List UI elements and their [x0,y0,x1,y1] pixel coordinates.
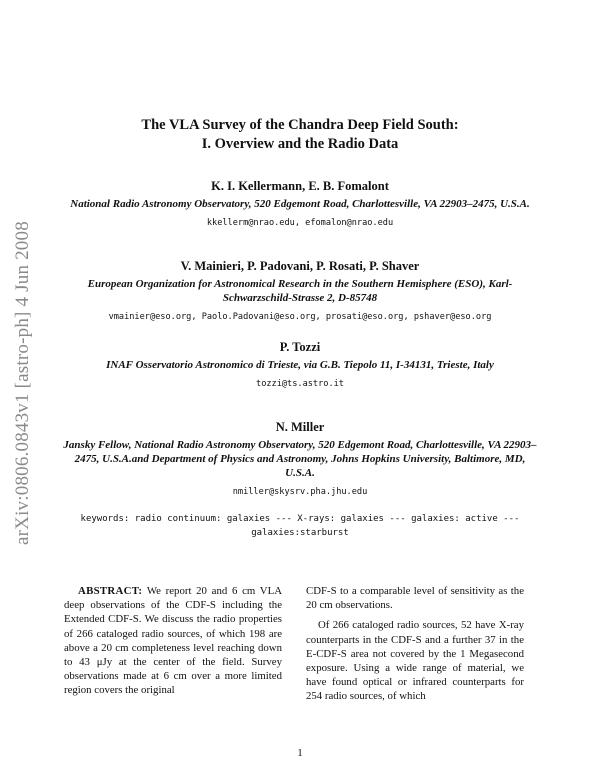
title-line-2: I. Overview and the Radio Data [201,136,399,152]
author-email: vmainier@eso.org, Paolo.Padovani@eso.org, prosati@eso.org, pshaver@eso.org [108,312,492,322]
abstract-text-right-2: Of 266 cataloged radio sources, 52 have X-ray counterparts in the CDF-S and a further 37 in the E-CDF-S area not covered by the 1 Megasecond exposure. Using a wide range of material, we have found optical or infrared counterparts for 254 radio sources, of which [306,619,524,703]
abstract-text-right-1: CDF-S to a comparable level of sensitivity as the 20 cm observations. [306,585,524,612]
author-names: P. Tozzi [279,340,321,354]
paper-title [60,116,540,154]
author-names: V. Mainieri, P. Padovani, P. Rosati, P. Shaver [180,259,420,273]
author-email: tozzi@ts.astro.it [256,379,344,389]
arxiv-identifier: arXiv:0806.0843v1 [astro-ph] 4 Jun 2008 [12,221,33,545]
author-group-2 [60,258,540,323]
author-group-4 [60,419,540,498]
author-names: K. I. Kellermann, E. B. Fomalont [211,179,389,193]
author-group-1 [60,178,540,229]
author-affiliation: European Organization for Astronomical Research in the Southern Hemisphere (ESO), Karl-Schwarzschild-Strasse 2, D-85748 [87,278,513,304]
abstract-left-column [64,584,282,698]
author-names: N. Miller [275,420,325,434]
author-affiliation: Jansky Fellow, National Radio Astronomy Observatory, 520 Edgemont Road, Charlottesville, VA 22903–2475, U.S.A.and Department of Physics and Astronomy, Johns Hopkins University, Baltimore, MD, U.S.A. [63,439,537,479]
keywords: keywords: radio continuum: galaxies --- X-rays: galaxies --- galaxies: active --- galaxies:starburst [80,514,520,538]
title-line-1: The VLA Survey of the Chandra Deep Field South: [141,117,459,133]
abstract-label: ABSTRACT: [78,585,143,597]
page-number: 1 [297,747,303,759]
author-email: kkellerm@nrao.edu, efomalon@nrao.edu [206,218,394,228]
author-group-3 [60,339,540,390]
author-email: nmiller@skysrv.pha.jhu.edu [232,487,368,497]
abstract-text-left: We report 20 and 6 cm VLA deep observations of the CDF-S including the Extended CDF-S. We discuss the radio properties of 266 cataloged radio sources, of which 198 are above a 20 cm completeness level reaching down to 43 μJy at the center of the field. Survey observations made at 6 cm over a more limited region covers the original [64,585,282,697]
abstract-right-column [306,584,524,704]
author-affiliation: INAF Osservatorio Astronomico di Trieste, via G.B. Tiepolo 11, I-34131, Trieste, Italy [106,359,494,371]
author-affiliation: National Radio Astronomy Observatory, 520 Edgemont Road, Charlottesville, VA 22903–2475, U.S.A. [70,198,530,210]
